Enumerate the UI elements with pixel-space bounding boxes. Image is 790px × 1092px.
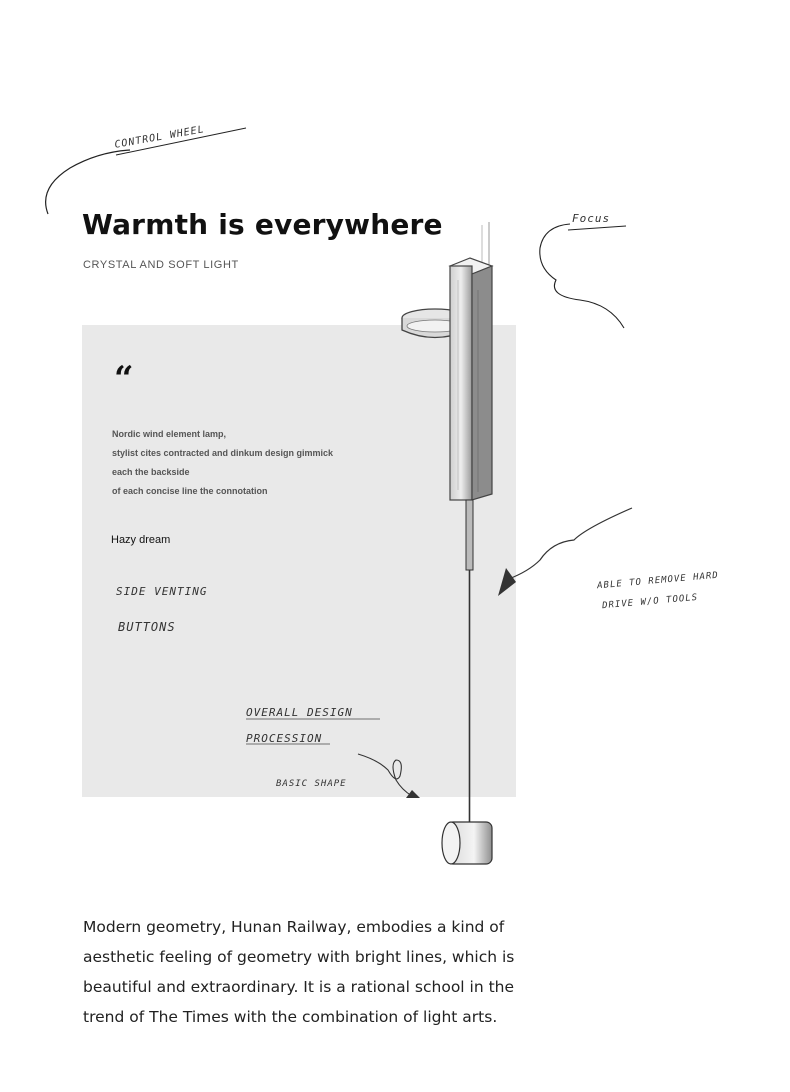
quote-line: stylist cites contracted and dinkum design gimmick (112, 448, 334, 458)
body-paragraph (83, 912, 515, 1032)
annotation-overall-design: OVERALL DESIGN (246, 706, 353, 719)
annotation-drive-tools: DRIVE W/O TOOLS (601, 592, 699, 612)
quote-mark-icon: “ (114, 359, 134, 399)
page-subtitle: CRYSTAL AND SOFT LIGHT (83, 259, 239, 271)
quote-line: each the backside (112, 467, 190, 477)
annotation-side-venting: SIDE VENTING (116, 585, 208, 598)
body-line: aesthetic feeling of geometry with bright lines, which is (83, 948, 515, 966)
body-line: Modern geometry, Hunan Railway, embodies a kind of (83, 918, 505, 936)
body-line: trend of The Times with the combination of light arts. (83, 1008, 498, 1026)
annotation-focus: Focus (572, 212, 611, 225)
annotation-remove-hard-drive: ABLE TO REMOVE HARD (596, 570, 720, 592)
hazy-dream-label: Hazy dream (111, 534, 171, 546)
page-title: Warmth is everywhere (82, 208, 443, 241)
quote-line: Nordic wind element lamp, (112, 429, 227, 439)
quote-line: of each concise line the connotation (112, 486, 268, 496)
body-line: beautiful and extraordinary. It is a rational school in the (83, 978, 515, 996)
annotation-buttons: BUTTONS (118, 620, 176, 634)
quote-description (112, 425, 333, 501)
annotation-basic-shape: BASIC SHAPE (276, 779, 347, 789)
annotation-procession: PROCESSION (246, 732, 323, 745)
annotation-control-wheel: CONTROL WHEEL (113, 124, 206, 151)
